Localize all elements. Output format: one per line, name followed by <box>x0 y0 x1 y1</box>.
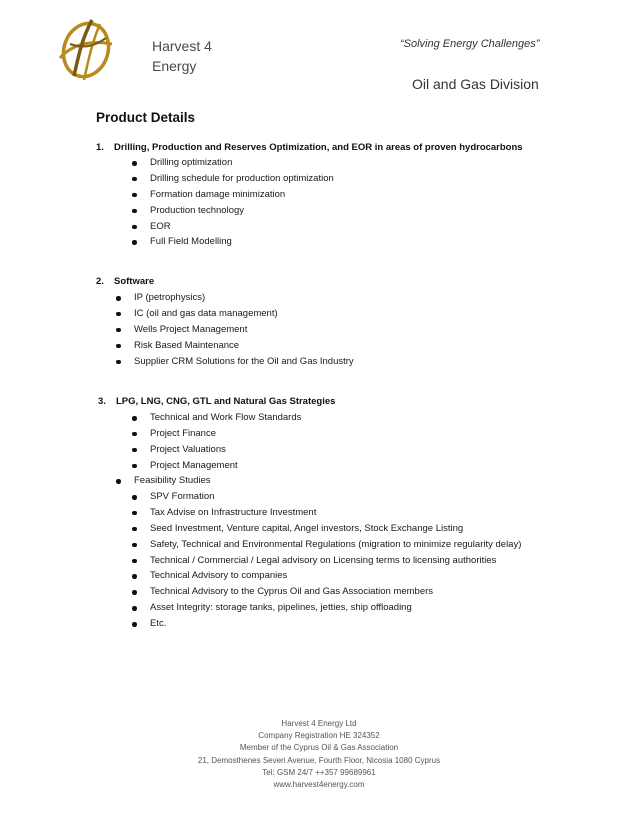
section-1-list <box>150 155 334 250</box>
bullet-icon <box>132 464 137 469</box>
bullet-icon <box>116 344 121 349</box>
list-item: Project Management <box>150 458 301 474</box>
company-slogan: “Solving Energy Challenges” <box>400 38 540 50</box>
bullet-icon <box>132 416 137 421</box>
section-number: 3. <box>98 396 106 407</box>
section-number: 1. <box>96 142 104 153</box>
list-item: Technical Advisory to companies <box>150 568 521 584</box>
list-item: EOR <box>150 219 334 235</box>
section-number: 2. <box>96 276 104 287</box>
footer-address: 21, Demosthenes Severi Avenue, Fourth Floor, Nicosia 1080 Cyprus <box>197 755 441 765</box>
list-item: IC (oil and gas data management) <box>134 306 354 322</box>
bullet-icon <box>132 448 137 453</box>
list-item: Technical / Commercial / Legal advisory on Licensing terms to licensing authorities <box>150 553 521 569</box>
bullet-icon <box>116 328 121 333</box>
company-name-line1: Harvest 4 <box>152 38 212 54</box>
bullet-icon <box>132 495 137 500</box>
bullet-icon <box>132 193 137 198</box>
list-item: Tax Advise on Infrastructure Investment <box>150 505 521 521</box>
list-item: Seed Investment, Venture capital, Angel investors, Stock Exchange Listing <box>150 521 521 537</box>
list-item: Drilling schedule for production optimization <box>150 171 334 187</box>
list-item: Drilling optimization <box>150 155 334 171</box>
footer-registration: Company Registration HE 324352 <box>258 731 380 741</box>
bullet-icon <box>132 559 137 564</box>
section-title: Drilling, Production and Reserves Optimization, and EOR in areas of proven hydrocarbons <box>114 142 523 153</box>
list-item: Production technology <box>150 203 334 219</box>
bullet-icon <box>132 511 137 516</box>
section-title: LPG, LNG, CNG, GTL and Natural Gas Strategies <box>116 396 336 407</box>
list-item: Formation damage minimization <box>150 187 334 203</box>
list-item: Full Field Modelling <box>150 234 334 250</box>
bullet-icon <box>132 209 137 214</box>
section-title: Software <box>114 276 155 287</box>
bullet-icon <box>132 432 137 437</box>
list-item: Risk Based Maintenance <box>134 338 354 354</box>
bullet-icon <box>132 574 137 579</box>
bullet-icon <box>116 479 121 484</box>
page-title: Product Details <box>96 110 196 125</box>
list-item: IP (petrophysics) <box>134 290 354 306</box>
section-heading-1 <box>96 142 523 153</box>
harvest4-logo <box>52 14 118 86</box>
section-2-list <box>134 290 354 369</box>
bullet-icon <box>116 296 121 301</box>
feasibility-sub-list <box>150 489 521 632</box>
bullet-icon <box>132 527 137 532</box>
footer-phone: Tel: GSM 24/7 ++357 99689961 <box>262 767 376 777</box>
list-item: Wells Project Management <box>134 322 354 338</box>
page-footer <box>0 718 638 791</box>
bullet-icon <box>116 360 121 365</box>
list-item: SPV Formation <box>150 489 521 505</box>
list-item: Technical and Work Flow Standards <box>150 410 301 426</box>
feasibility-heading-list <box>134 473 211 489</box>
bullet-icon <box>132 606 137 611</box>
list-item: Technical Advisory to the Cyprus Oil and Gas Association members <box>150 584 521 600</box>
bullet-icon <box>132 543 137 548</box>
list-item: Etc. <box>150 616 521 632</box>
list-item: Asset Integrity: storage tanks, pipelines, jetties, ship offloading <box>150 600 521 616</box>
bullet-icon <box>132 225 137 230</box>
division-title: Oil and Gas Division <box>412 76 539 92</box>
bullet-icon <box>132 240 137 245</box>
list-item: Feasibility Studies <box>134 473 211 489</box>
bullet-icon <box>132 161 137 166</box>
section-3-list <box>150 410 301 474</box>
list-item: Project Valuations <box>150 442 301 458</box>
company-name-line2: Energy <box>152 58 197 74</box>
bullet-icon <box>132 177 137 182</box>
bullet-icon <box>132 622 137 627</box>
footer-company: Harvest 4 Energy Ltd <box>281 719 357 728</box>
bullet-icon <box>116 312 121 317</box>
section-heading-2 <box>96 276 154 287</box>
section-heading-3 <box>98 396 335 407</box>
logo-mark-icon <box>52 14 118 86</box>
footer-membership: Member of the Cyprus Oil & Gas Association <box>239 743 399 753</box>
list-item: Supplier CRM Solutions for the Oil and Gas Industry <box>134 354 354 370</box>
list-item: Project Finance <box>150 426 301 442</box>
bullet-icon <box>132 590 137 595</box>
footer-website: www.harvest4energy.com <box>273 780 365 790</box>
list-item: Safety, Technical and Environmental Regulations (migration to minimize regularity delay) <box>150 537 521 553</box>
company-name <box>152 36 212 76</box>
